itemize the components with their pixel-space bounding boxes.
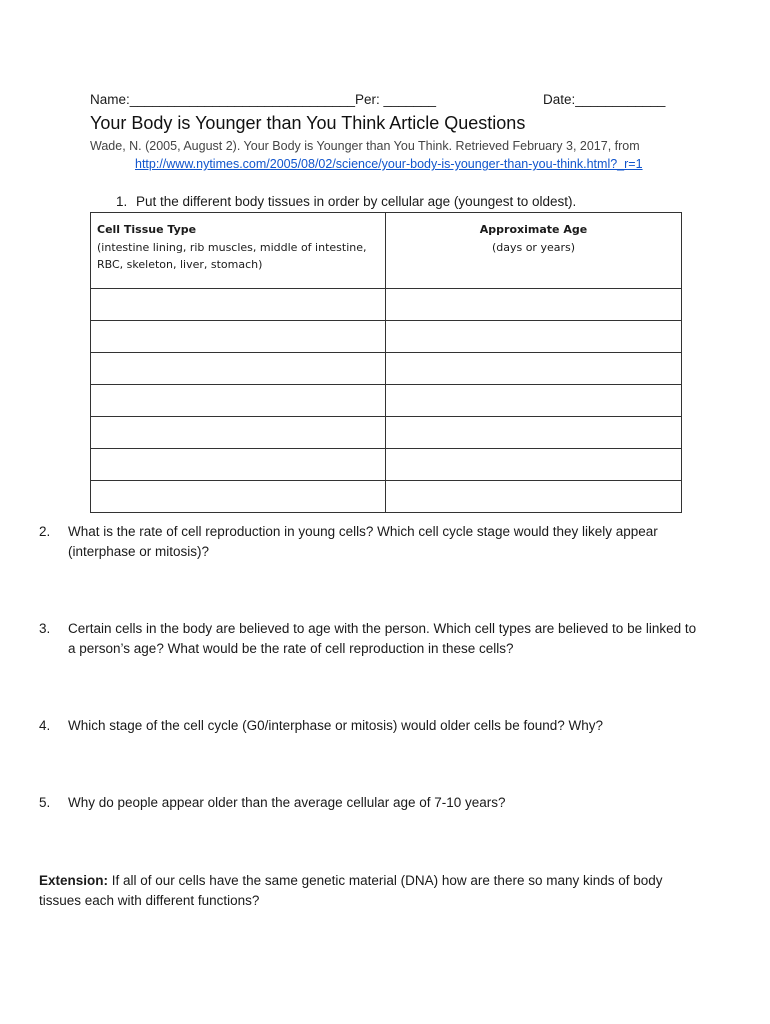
extension-question: [39, 871, 699, 911]
question-1: [116, 194, 576, 209]
tissue-type-cell[interactable]: [91, 353, 386, 385]
table-row: [91, 353, 682, 385]
column-header-subtitle: (intestine lining, rib muscles, middle of intestine,: [97, 240, 367, 254]
tissue-type-cell[interactable]: [91, 385, 386, 417]
column-header-subtitle: RBC, skeleton, liver, stomach): [97, 258, 263, 271]
table-row: [91, 417, 682, 449]
table-row: [91, 481, 682, 513]
question-2: [39, 522, 699, 562]
question-number: 5.: [39, 795, 51, 810]
column-header-title: Approximate Age: [479, 223, 588, 236]
question-text: What is the rate of cell reproduction in young cells? Which cell cycle stage would they likely appear (interphase or mitosis)?: [68, 524, 658, 559]
question-5: [39, 793, 699, 813]
question-text: Put the different body tissues in order by cellular age (youngest to oldest).: [136, 194, 577, 209]
approximate-age-cell[interactable]: [386, 289, 682, 321]
approximate-age-cell[interactable]: [386, 321, 682, 353]
column-header-cell-tissue-type: [91, 213, 386, 289]
approximate-age-cell[interactable]: [386, 385, 682, 417]
column-header-approximate-age: [386, 213, 682, 289]
approximate-age-cell[interactable]: [386, 449, 682, 481]
extension-label: Extension:: [39, 873, 109, 888]
question-text: Why do people appear older than the average cellular age of 7-10 years?: [68, 795, 506, 810]
question-text: Which stage of the cell cycle (G0/interphase or mitosis) would older cells be found? Why?: [68, 718, 603, 733]
question-number: 4.: [39, 718, 51, 733]
name-per-field: Name:______________________________Per: _______: [90, 92, 437, 107]
question-number: 3.: [39, 621, 51, 636]
citation-link[interactable]: http://www.nytimes.com/2005/08/02/science/your-body-is-younger-than-you-think.html?_r=1: [135, 157, 643, 171]
tissue-age-table: [90, 212, 682, 513]
table-row: [91, 321, 682, 353]
question-text: Certain cells in the body are believed to age with the person. Which cell types are believed to be linked to a person’s age? What would be the rate of cell reproduction in these cells?: [68, 621, 697, 656]
question-4: [39, 716, 699, 736]
date-field: Date:____________: [543, 92, 666, 107]
extension-text: If all of our cells have the same genetic material (DNA) how are there so many kinds of body tissues each with different functions?: [39, 873, 663, 908]
tissue-type-cell[interactable]: [91, 321, 386, 353]
approximate-age-cell[interactable]: [386, 481, 682, 513]
table-row: [91, 449, 682, 481]
page-title: Your Body is Younger than You Think Article Questions: [90, 113, 526, 133]
citation-text: Wade, N. (2005, August 2). Your Body is Younger than You Think. Retrieved February 3, 2017, from: [90, 139, 640, 153]
question-number: 2.: [39, 524, 51, 539]
tissue-type-cell[interactable]: [91, 417, 386, 449]
tissue-type-cell[interactable]: [91, 449, 386, 481]
column-header-title: Cell Tissue Type: [97, 223, 197, 236]
approximate-age-cell[interactable]: [386, 353, 682, 385]
table-row: [91, 385, 682, 417]
question-number: 1.: [116, 194, 128, 209]
table-row: [91, 289, 682, 321]
column-header-subtitle: (days or years): [491, 240, 576, 254]
approximate-age-cell[interactable]: [386, 417, 682, 449]
tissue-type-cell[interactable]: [91, 289, 386, 321]
tissue-type-cell[interactable]: [91, 481, 386, 513]
question-3: [39, 619, 699, 659]
